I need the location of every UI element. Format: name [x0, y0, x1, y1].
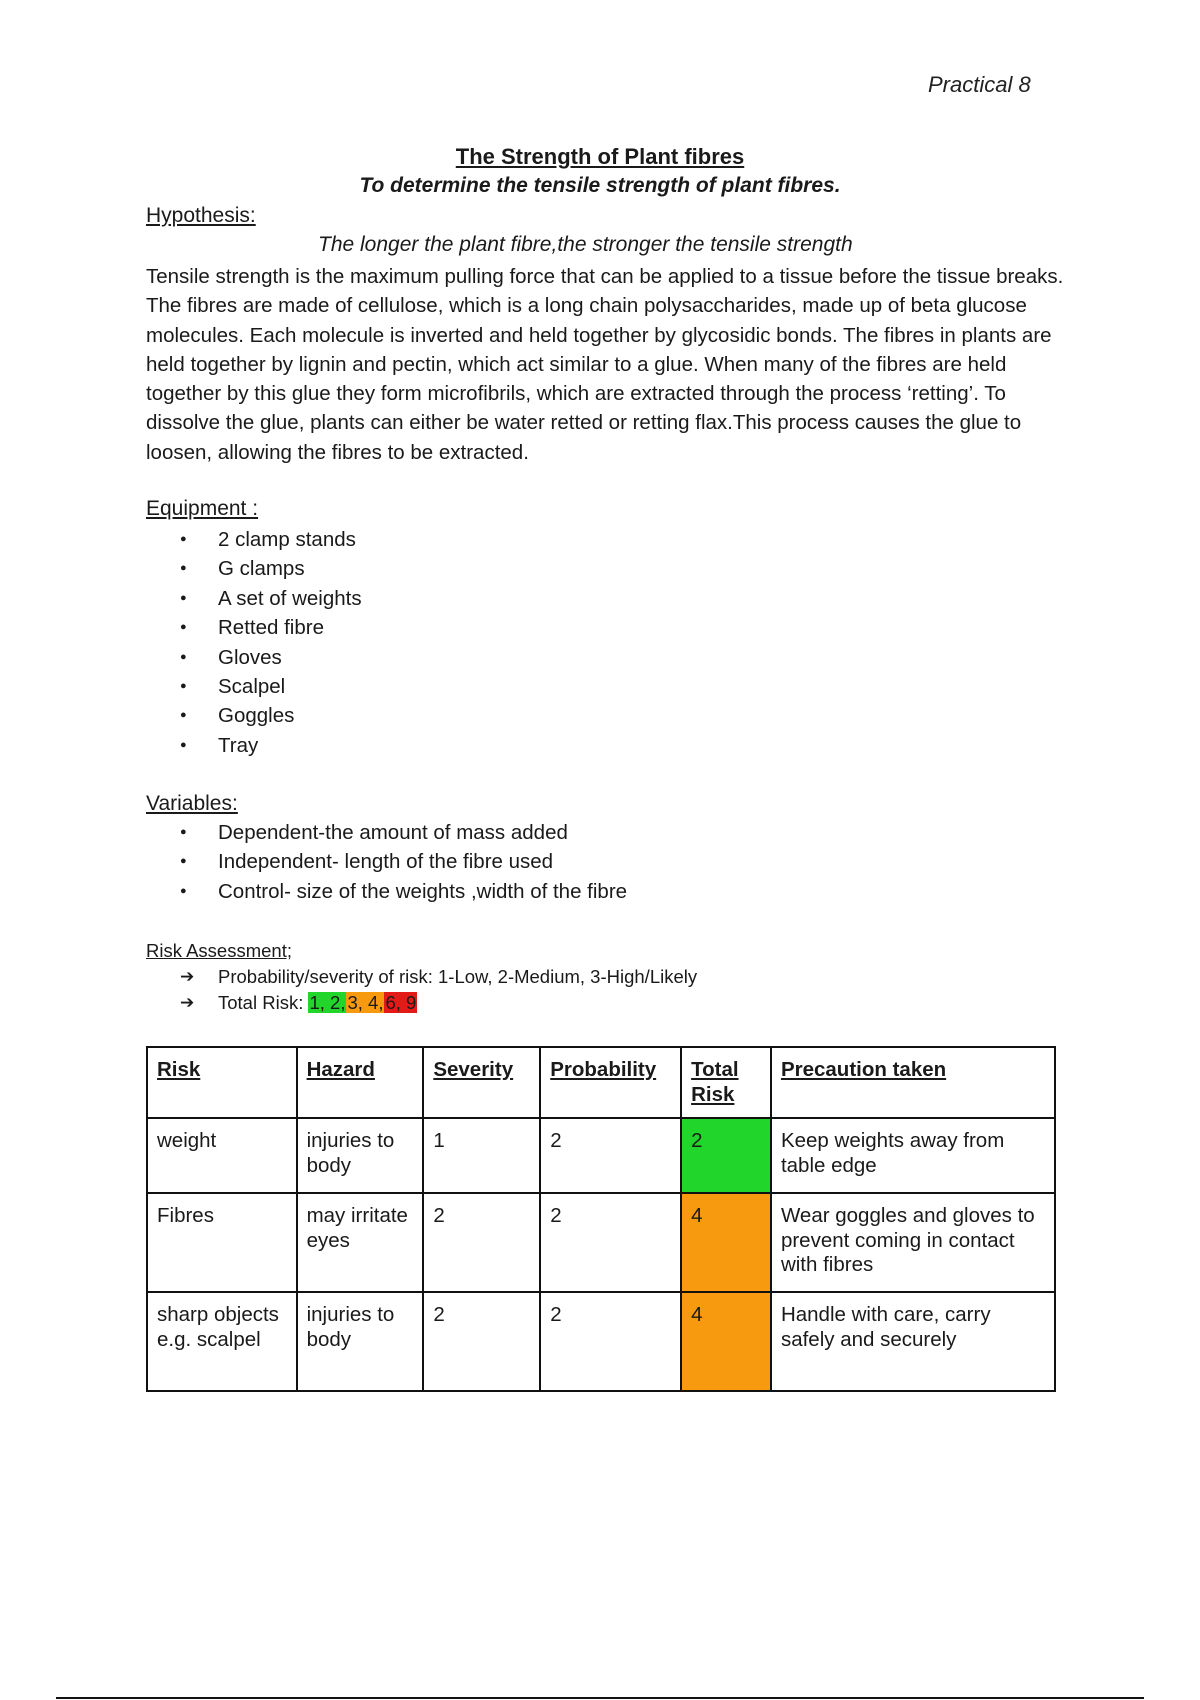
- cell-precaution: Wear goggles and gloves to prevent coming in contact with fibres: [771, 1193, 1055, 1292]
- list-item: ● Control- size of the weights ,width of the fibre: [146, 877, 627, 906]
- probability-note: ➔ Probability/severity of risk: 1-Low, 2-Medium, 3-High/Likely: [146, 964, 697, 990]
- list-item: ● A set of weights: [146, 584, 362, 613]
- header-total-risk: Total Risk: [681, 1047, 771, 1118]
- total-risk-label: Total Risk:: [218, 992, 304, 1013]
- header-precaution: Precaution taken: [771, 1047, 1055, 1118]
- cell-probability: 2: [540, 1193, 681, 1292]
- cell-probability: 2: [540, 1292, 681, 1391]
- document-title: The Strength of Plant fibres: [455, 144, 745, 169]
- cell-total-risk: 4: [681, 1292, 771, 1391]
- table-row: [147, 1118, 1055, 1193]
- cell-severity: 2: [423, 1292, 540, 1391]
- list-item: ● Dependent-the amount of mass added: [146, 818, 627, 847]
- list-item: ● Scalpel: [146, 672, 362, 701]
- cell-risk: weight: [147, 1118, 297, 1193]
- cell-risk: Fibres: [147, 1193, 297, 1292]
- table-header-row: [147, 1047, 1055, 1118]
- document-subtitle: To determine the tensile strength of plant fibres.: [359, 174, 841, 197]
- equipment-list: [146, 525, 362, 760]
- hypothesis-paragraph: Tensile strength is the maximum pulling force that can be applied to a tissue before the tissue breaks. The fibres are made of cellulose, which is a long chain polysaccharides, made up of beta glucose molecules. Each molecule is inverted and held together by glycosidic bonds. The fibres in plants are held together by lignin and pectin, which act similar to a glue. When many of the fibres are held together by this glue they form microfibrils, which are extracted through the process ‘retting’. To dissolve the glue, plants can either be water retted or retting flax.This process causes the glue to loosen, allowing the fibres to be extracted.: [146, 265, 1064, 464]
- total-risk-legend: [146, 990, 697, 1016]
- cell-hazard: injuries to body: [297, 1292, 424, 1391]
- risk-low-chip: 1, 2,: [309, 992, 346, 1013]
- header-risk: Risk: [147, 1047, 297, 1118]
- cell-probability: 2: [540, 1118, 681, 1193]
- hypothesis-heading: Hypothesis:: [146, 204, 256, 227]
- header-severity: Severity: [423, 1047, 540, 1118]
- risk-high-chip: 6, 9: [385, 992, 417, 1013]
- cell-hazard: injuries to body: [297, 1118, 424, 1193]
- list-item: ● Retted fibre: [146, 613, 362, 642]
- cell-total-risk: 4: [681, 1193, 771, 1292]
- list-item: ● 2 clamp stands: [146, 525, 362, 554]
- list-item: ● Tray: [146, 731, 362, 760]
- footer-divider: [56, 1697, 1144, 1699]
- hypothesis-statement: The longer the plant fibre,the stronger the tensile strength: [318, 233, 853, 256]
- risk-assessment-heading: Risk Assessment;: [146, 940, 292, 961]
- risk-table: [146, 1046, 1056, 1392]
- header-probability: Probability: [540, 1047, 681, 1118]
- cell-severity: 2: [423, 1193, 540, 1292]
- header-hazard: Hazard: [297, 1047, 424, 1118]
- equipment-heading: Equipment :: [146, 497, 259, 520]
- practical-label: Practical 8: [928, 72, 1031, 97]
- table-row: [147, 1292, 1055, 1391]
- table-row: [147, 1193, 1055, 1292]
- cell-risk: sharp objects e.g. scalpel: [147, 1292, 297, 1391]
- risk-notes: [146, 964, 697, 1016]
- variables-heading: Variables:: [146, 792, 238, 815]
- variables-list: [146, 818, 627, 906]
- cell-severity: 1: [423, 1118, 540, 1193]
- cell-total-risk: 2: [681, 1118, 771, 1193]
- list-item: ● Independent- length of the fibre used: [146, 847, 627, 876]
- cell-precaution: Keep weights away from table edge: [771, 1118, 1055, 1193]
- cell-hazard: may irritate eyes: [297, 1193, 424, 1292]
- cell-precaution: Handle with care, carry safely and securely: [771, 1292, 1055, 1391]
- list-item: ● G clamps: [146, 554, 362, 583]
- list-item: ● Goggles: [146, 701, 362, 730]
- list-item: ● Gloves: [146, 643, 362, 672]
- risk-medium-chip: 3, 4,: [347, 992, 384, 1013]
